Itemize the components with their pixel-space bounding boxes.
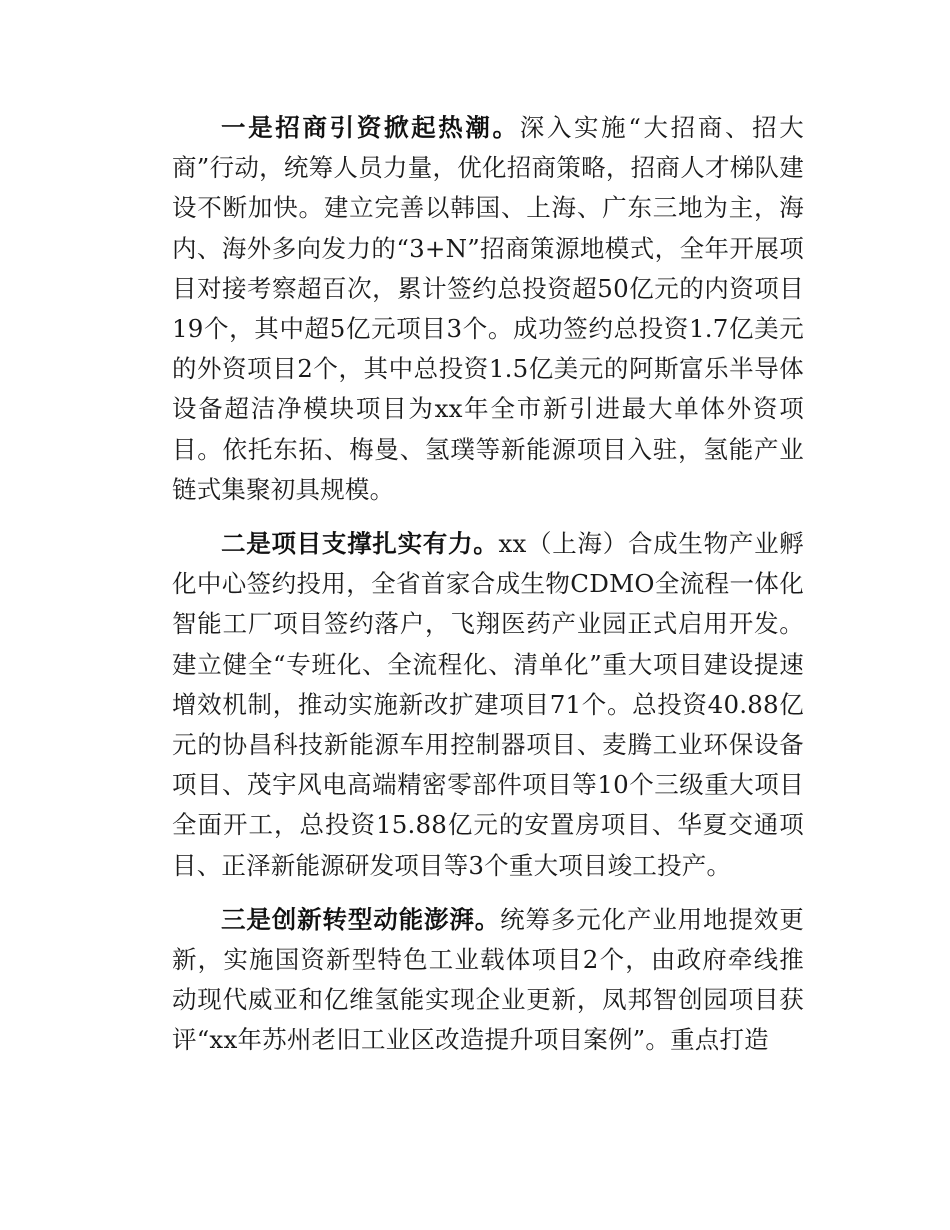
paragraph-heading: 二是项目支撑扎实有力。 — [221, 529, 499, 559]
paragraph-investment — [172, 108, 804, 510]
paragraph-heading: 一是招商引资掀起热潮。 — [221, 113, 520, 142]
paragraph-projects — [172, 524, 804, 886]
paragraph-text: 深入实施“大招商、招大商”行动，统筹人员力量，优化招商策略，招商人才梯队建设不断加快。建立完善以韩国、上海、广东三地为主，海内、海外多向发力的“3+N”招商策源地模式，全年开展项目对接考察超百次，累计签约总投资超50亿元的内资项目19个，其中超5亿元项目3个。成功签约总投资1.7亿美元的外资项目2个，其中总投资1.5亿美元的阿斯富乐半导体设备超洁净模块项目为xx年全市新引进最大单体外资项目。依托东拓、梅曼、氢璞等新能源项目入驻，氢能产业链式集聚初具规模。 — [172, 113, 804, 504]
paragraph-text: 统筹多元化产业用地提效更新，实施国资新型特色工业载体项目2个，由政府牵线推动现代威亚和亿维氢能实现企业更新，凤邦智创园项目获评“xx年苏州老旧工业区改造提升项目案例”。重点打造 — [172, 904, 805, 1055]
paragraph-heading: 三是创新转型动能澎湃。 — [221, 904, 501, 934]
paragraph-text: xx（上海）合成生物产业孵化中心签约投用，全省首家合成生物CDMO全流程一体化智能工厂项目签约落户，飞翔医药产业园正式启用开发。建立健全“专班化、全流程化、清单化”重大项目建设提速增效机制，推动实施新改扩建项目71个。总投资40.88亿元的协昌科技新能源车用控制器项目、麦腾工业环保设备项目、茂宇风电高端精密零部件项目等10个三级重大项目全面开工，总投资15.88亿元的安置房项目、华夏交通项目、正泽新能源研发项目等3个重大项目竣工投产。 — [172, 529, 804, 880]
document-body — [172, 108, 804, 1061]
paragraph-innovation — [172, 900, 804, 1061]
